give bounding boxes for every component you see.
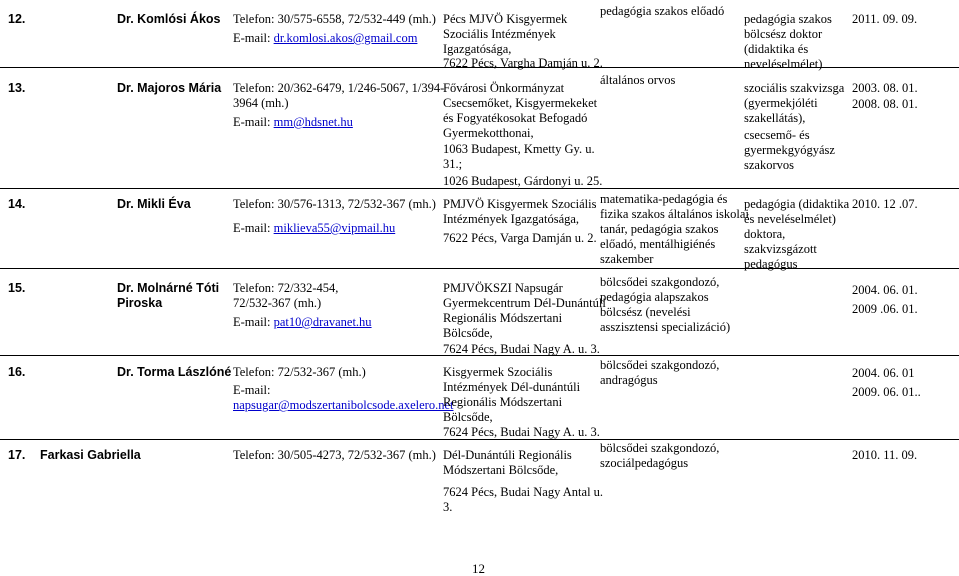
org-line: Dél-Dunántúli Regionális	[443, 448, 572, 462]
org-line: PMJVÖKSZI Napsugár	[443, 281, 563, 295]
organization	[443, 197, 596, 227]
qual-line: szakorvos	[744, 158, 794, 172]
email-link[interactable]: napsugar@modszertanibolcsode.axelero.net	[233, 398, 454, 412]
org-line: Csecsemőket, Kisgyermekeket	[443, 96, 598, 110]
qual-line: pedagógus	[744, 257, 798, 271]
date-line: 2004. 06. 01.	[852, 283, 918, 297]
date-line: 2008. 08. 01.	[852, 97, 918, 111]
qualification	[744, 12, 832, 72]
row-number: 14.	[8, 197, 26, 211]
person-name: Dr. Mikli Éva	[117, 197, 191, 211]
qual-line: neveléselmélet)	[744, 57, 823, 71]
email-label: E-mail:	[233, 221, 274, 235]
qual-line: bölcsész doktor	[744, 27, 823, 41]
address-line: 1063 Budapest, Kmetty Gy. u.	[443, 142, 595, 156]
prof-line: asszisztensi specializáció)	[600, 320, 731, 334]
person-name: Dr. Torma Lászlóné	[117, 365, 232, 379]
qual-line: gyermekgyógyász	[744, 143, 835, 157]
prof-line: bölcsődei szakgondozó,	[600, 441, 720, 455]
org-line: Szociális Intézmények	[443, 27, 556, 41]
qual-line: és neveléselmélet)	[744, 212, 836, 226]
prof-line: pedagógia alapszakos	[600, 290, 709, 304]
prof-line: andragógus	[600, 373, 658, 387]
qual-line: szociális szakvizsga	[744, 81, 845, 95]
org-line: és Fogyatékosokat Befogadó	[443, 111, 588, 125]
phone-line: Telefon: 72/332-454,	[233, 281, 339, 295]
row-number: 17.	[8, 448, 26, 462]
qual-line: pedagógia szakos	[744, 12, 832, 26]
email-link[interactable]: pat10@dravanet.hu	[273, 315, 372, 329]
page-number: 12	[472, 561, 485, 576]
phone: Telefon: 72/532-367 (mh.)	[233, 365, 366, 379]
email-label: E-mail:	[233, 315, 274, 329]
address	[443, 485, 603, 515]
date: 2010. 11. 09.	[852, 448, 918, 462]
org-line: Bölcsőde,	[443, 410, 493, 424]
profession: általános orvos	[600, 73, 676, 87]
org-line: Bölcsőde,	[443, 326, 493, 340]
prof-line: bölcsődei szakgondozó,	[600, 275, 720, 289]
phone-line: Telefon: 20/362-6479, 1/246-5067, 1/394-	[233, 81, 445, 95]
prof-line: bölcsész (nevelési	[600, 305, 691, 319]
qual-line: doktora,	[744, 227, 786, 241]
date-line: 2009 .06. 01.	[852, 302, 918, 316]
qual-line: szakvizsgázott	[744, 242, 817, 256]
org-line: Gyermekotthonai,	[443, 126, 534, 140]
name-line: Dr. Molnárné Tóti	[117, 281, 220, 295]
email-label: E-mail:	[233, 383, 271, 397]
qual-line: pedagógia (didaktika	[744, 197, 850, 211]
phone-line: 72/532-367 (mh.)	[233, 296, 322, 310]
org-line: Pécs MJVÖ Kisgyermek	[443, 12, 568, 26]
address	[443, 142, 595, 172]
row-number: 12.	[8, 12, 26, 26]
row-number: 16.	[8, 365, 26, 379]
prof-line: szakember	[600, 252, 654, 266]
org-line: Fővárosi Önkormányzat	[443, 81, 565, 95]
phone	[233, 281, 338, 311]
qual-line: (didaktika és	[744, 42, 809, 56]
email-line	[233, 115, 353, 130]
email-link[interactable]: miklieva55@vipmail.hu	[273, 221, 396, 235]
org-line: Intézmények Igazgatósága,	[443, 212, 580, 226]
name-line: Piroska	[117, 296, 163, 310]
profession	[600, 441, 719, 471]
address: 1026 Budapest, Gárdonyi u. 25.	[443, 174, 603, 188]
row-number: 15.	[8, 281, 26, 295]
prof-line: szociálpedagógus	[600, 456, 689, 470]
date: 2010. 12 .07.	[852, 197, 918, 211]
person-name	[117, 281, 219, 311]
address: 7622 Pécs, Vargha Damján u. 2.	[443, 56, 603, 70]
prof-line: bölcsődei szakgondozó,	[600, 358, 720, 372]
phone-line: 3964 (mh.)	[233, 96, 289, 110]
date-line: 2009. 06. 01..	[852, 385, 921, 399]
row-number: 13.	[8, 81, 26, 95]
address-line: 7624 Pécs, Budai Nagy Antal u.	[443, 485, 604, 499]
email-line	[233, 383, 453, 413]
org-line: Intézmények Dél-dunántúli	[443, 380, 581, 394]
profession	[600, 358, 719, 388]
date	[852, 81, 918, 112]
phone: Telefon: 30/505-4273, 72/532-367 (mh.)	[233, 448, 436, 462]
address: 7624 Pécs, Budai Nagy A. u. 3.	[443, 342, 600, 356]
email-line	[233, 315, 372, 330]
phone	[233, 81, 444, 111]
qualification	[744, 81, 844, 126]
phone: Telefon: 30/575-6558, 72/532-449 (mh.)	[233, 12, 436, 26]
address-line: 31.;	[443, 157, 463, 171]
profession	[600, 275, 730, 335]
email-line	[233, 221, 395, 236]
address: 7624 Pécs, Budai Nagy A. u. 3.	[443, 425, 600, 439]
qual-line: (gyermekjóléti	[744, 96, 818, 110]
org-line: Gyermekcentrum Dél-Dunántúli	[443, 296, 606, 310]
email-line	[233, 31, 417, 46]
date: 2011. 09. 09.	[852, 12, 918, 26]
qual-line: csecsemő- és	[744, 128, 810, 142]
profession: pedagógia szakos előadó	[600, 4, 725, 18]
prof-line: előadó, mentálhigiénés	[600, 237, 716, 251]
email-link[interactable]: mm@hdsnet.hu	[273, 115, 353, 129]
prof-line: tanár, pedagógia szakos	[600, 222, 719, 236]
org-line: Regionális Módszertani	[443, 395, 563, 409]
person-name: Dr. Komlósi Ákos	[117, 12, 221, 26]
organization	[443, 281, 606, 341]
qualification	[744, 197, 849, 272]
org-line: Kisgyermek Szociális	[443, 365, 553, 379]
address: 7622 Pécs, Varga Damján u. 2.	[443, 231, 597, 245]
prof-line: matematika-pedagógia és	[600, 192, 728, 206]
organization	[443, 12, 567, 57]
qual-line: szakellátás),	[744, 111, 806, 125]
organization	[443, 365, 580, 425]
date-line: 2004. 06. 01	[852, 366, 915, 380]
date	[852, 366, 921, 400]
org-line: Igazgatósága,	[443, 42, 512, 56]
org-line: PMJVÖ Kisgyermek Szociális	[443, 197, 597, 211]
date	[852, 283, 918, 317]
email-label: E-mail:	[233, 115, 274, 129]
org-line: Regionális Módszertani	[443, 311, 563, 325]
email-label: E-mail:	[233, 31, 274, 45]
person-name: Dr. Majoros Mária	[117, 81, 222, 95]
org-line: Módszertani Bölcsőde,	[443, 463, 559, 477]
qualification	[744, 128, 835, 173]
prof-line: fizika szakos általános iskolai	[600, 207, 749, 221]
organization	[443, 81, 597, 141]
date-line: 2003. 08. 01.	[852, 81, 918, 95]
organization	[443, 448, 572, 478]
profession	[600, 192, 749, 267]
phone: Telefon: 30/576-1313, 72/532-367 (mh.)	[233, 197, 436, 211]
person-name: Farkasi Gabriella	[40, 448, 141, 462]
email-link[interactable]: dr.komlosi.akos@gmail.com	[273, 31, 418, 45]
address-line: 3.	[443, 500, 453, 514]
